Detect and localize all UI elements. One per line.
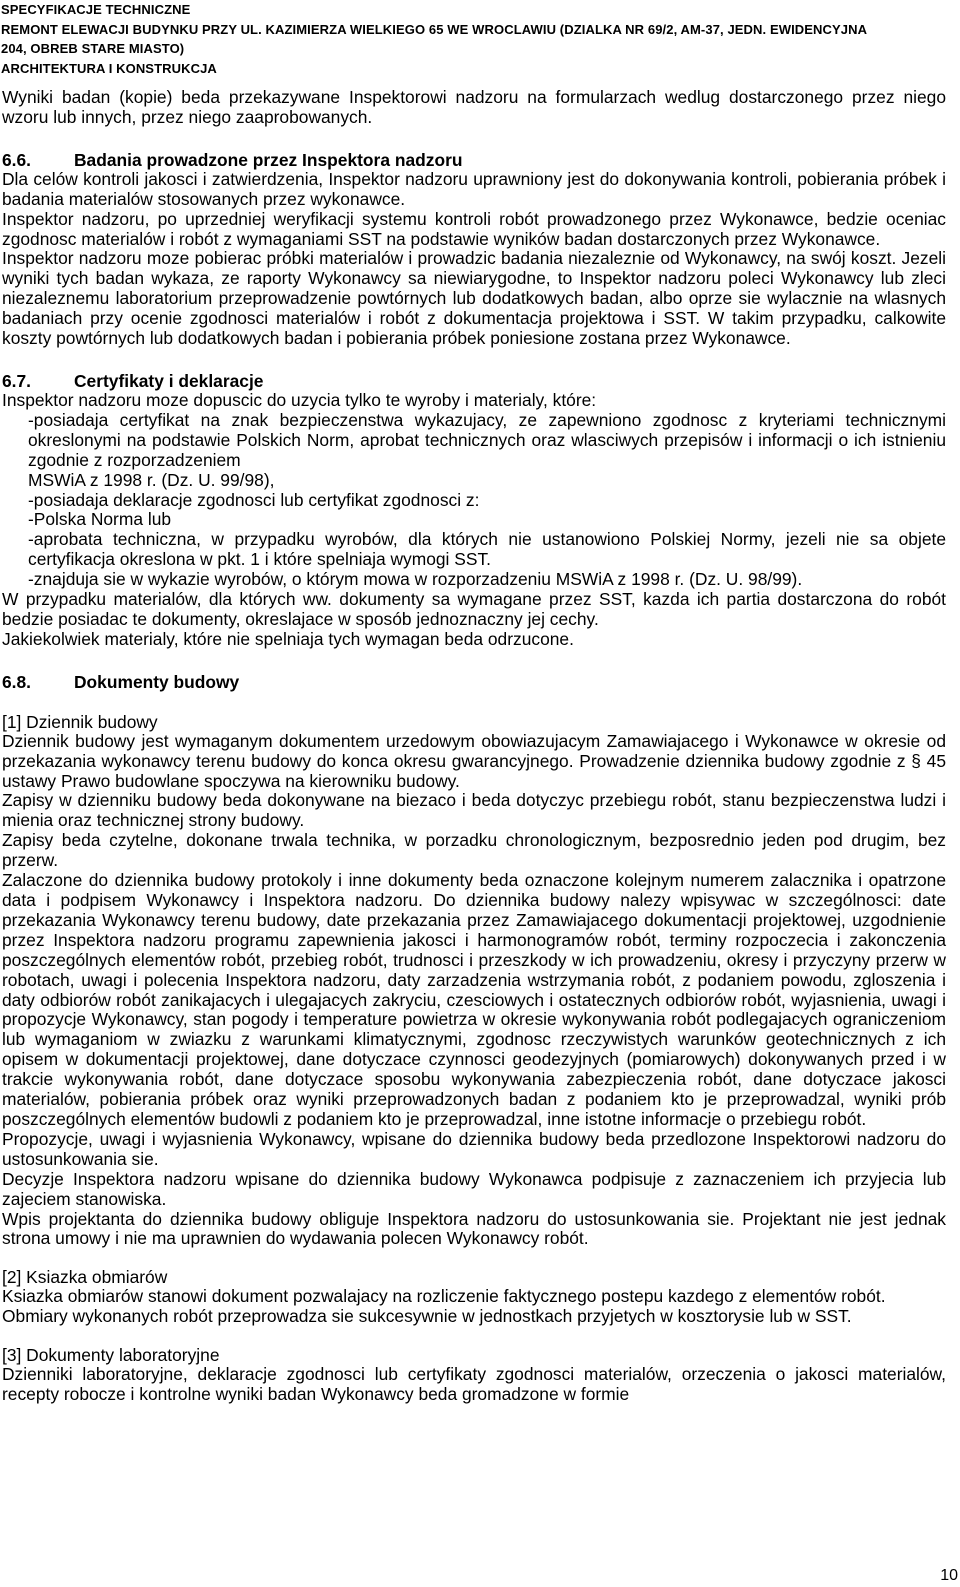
- paragraph: Ksiazka obmiarów stanowi dokument pozwalajacy na rozliczenie faktycznego postepu kazdego z elementów robót. Obmiary wykonanych robót przeprowadza sie sukcesywnie w jednostkach przyjetych w kosztorysie lub w SST.: [2, 1286, 886, 1327]
- subsection-title: [3] Dokumenty laboratoryjne: [2, 1345, 220, 1366]
- subsection-title: [2] Ksiazka obmiarów: [2, 1267, 168, 1288]
- header-project-location: 204, OBREB STARE MIASTO): [1, 41, 185, 56]
- page-number: 10: [940, 1567, 958, 1584]
- paragraph: Zalaczone do dziennika budowy protokoly i inne dokumenty beda oznaczone kolejnym numerem zalacznika i opatrzone data i podpisem Wykonawcy i Inspektora nadzoru. Do dziennika budowy nalezy wpisywac w szczególnosci: date przekazania Wykonawcy terenu budowy, date przekazania przez Zamawiajacego dokumentacji projektowej, uzgodnienie przez Inspektora nadzoru programu zapewnienia jakosci i harmonogramów robót, terminy rozpoczecia i zakonczenia poszczególnych elementów robót, przebieg robót, trudnosci i przeszkody w ich prowadzeniu, okresy i przyczyny przerw w robotach, uwagi i polecenia Inspektora nadzoru, daty zarzadzenia wstrzymania robót, z podaniem powodu, zgloszenia i daty odbiorów robót zanikajacych i ulegajacych zakryciu, czesciowych i ostatecznych odbiorów robót, wyjasnienia, uwagi i propozycje Wykonawcy, stan pogody i temperature powietrza w okresie wykonywania robót podlegajacych ograniczeniom lub wymaganiom w zwiazku z warunkami klimatycznymi, zgodnosc rzeczywistych warunków geotechnicznych z ich opisem w dokumentacji projektowej, dane dotyczace czynnosci geodezyjnych (pomiarowych) dokonywanych przed i w trakcie wykonywania robót, dane dotyczace sposobu wykonywania zabezpieczenia robót, dane dotyczace jakosci materialów, pobierania próbek oraz wyniki przeprowadzonych badan z podaniem kto je przeprowadzal, wyniki prób poszczególnych elementów budowli z podaniem kto je przeprowadzal, inne istotne informacje o przebiegu robót.: [2, 870, 946, 1129]
- section-heading: [2, 150, 946, 170]
- list-item: -znajduja sie w wykazie wyrobów, o którym mowa w rozporzadzeniu MSWiA z 1998 r. (Dz. U. 98/99).: [28, 569, 803, 590]
- header-doc-type: SPECYFIKACJE TECHNICZNE: [1, 2, 191, 17]
- document-body: [2, 88, 946, 1405]
- subsection-title: [1] Dziennik budowy: [2, 711, 158, 732]
- paragraph: Decyzje Inspektora nadzoru wpisane do dziennika budowy Wykonawca podpisuje z zaznaczeniem ich przyjecia lub zajeciem stanowiska.: [2, 1168, 946, 1209]
- paragraph: Propozycje, uwagi i wyjasnienia Wykonawcy, wpisane do dziennika budowy beda przedlozone Inspektorowi nadzoru do ustosunkowania sie.: [2, 1128, 946, 1169]
- paragraph: Wpis projektanta do dziennika budowy obliguje Inspektora nadzoru do ustosunkowania sie. Projektant nie jest jednak strona umowy i nie ma uprawnien do wydawania polecen Wykonawcy robót.: [2, 1208, 946, 1249]
- paragraph: Inspektor nadzoru moze pobierac próbki materialów i prowadzic badania niezaleznie od Wykonawcy, na swój koszt. Jezeli wyniki tych badan wykaza, ze raporty Wykonawcy sa niewiarygodne, to Inspektor nadzoru poleci Wykonawcy lub zleci niezaleznemu laboratorium przeprowadzenie powtórnych lub dodatkowych badan, albo oprze sie wylacznie na wlasnych badaniach przy ocenie zgodnosci materialów i robót z dokumentacja projektowa i SST. W takim przypadku, calkowite koszty powtórnych lub dodatkowych badan i pobierania próbek poniesione zostana przez Wykonawce.: [2, 248, 946, 349]
- document-header: [0, 0, 960, 78]
- header-project-title: REMONT ELEWACJI BUDYNKU PRZY UL. KAZIMIERZA WIELKIEGO 65 WE WROCLAWIU (DZIALKA NR 69/2, AM-37, JEDN. EWIDENCYJNA: [1, 21, 868, 37]
- paragraph: Inspektor nadzoru moze dopuscic do uzycia tylko te wyroby i materialy, które:: [2, 389, 597, 410]
- section-heading: [2, 672, 946, 692]
- list-item: MSWiA z 1998 r. (Dz. U. 99/98),: [28, 469, 275, 490]
- paragraph: Zapisy beda czytelne, dokonane trwala technika, w porzadku chronologicznym, bezposrednio jeden pod drugim, bez przerw.: [2, 830, 946, 871]
- section-title: Certyfikaty i deklaracje: [74, 370, 264, 391]
- section-title: Dokumenty budowy: [74, 671, 240, 692]
- section-number: 6.6.: [2, 149, 32, 170]
- paragraph: Dziennik budowy jest wymaganym dokumentem urzedowym obowiazujacym Zamawiajacego i Wykonawce w okresie od przekazania wykonawcy terenu budowy do konca okresu gwarancyjnego. Prowadzenie dziennika budowy zgodnie z § 45 ustawy Prawo budowlane spoczywa na kierowniku budowy.: [2, 730, 946, 791]
- section-number: 6.7.: [2, 370, 32, 391]
- section-title: Badania prowadzone przez Inspektora nadzoru: [74, 149, 463, 170]
- paragraph: Zapisy w dzienniku budowy beda dokonywane na biezaco i beda dotyczyc przebiegu robót, stanu bezpieczenstwa ludzi i mienia oraz technicznej strony budowy.: [2, 790, 946, 831]
- intro-paragraph: Wyniki badan (kopie) beda przekazywane Inspektorowi nadzoru na formularzach wedlug dostarczonego przez niego wzoru lub innych, przez niego zaaprobowanych.: [2, 87, 946, 127]
- paragraph: W przypadku materialów, dla których ww. dokumenty sa wymagane przez SST, kazda ich partia dostarczona do robót bedzie posiadac te dokumenty, okreslajace w sposób jednoznaczny jej cechy.: [2, 589, 946, 629]
- paragraph: Dla celów kontroli jakosci i zatwierdzenia, Inspektor nadzoru uprawniony jest do dokonywania kontroli, pobierania próbek i badania materialów stosowanych przez wykonawce.: [2, 168, 946, 209]
- section-number: 6.8.: [2, 671, 32, 692]
- list-item: -Polska Norma lub: [28, 509, 172, 530]
- paragraph: Dzienniki laboratoryjne, deklaracje zgodnosci lub certyfikaty zgodnosci materialów, orzeczenia o jakosci materialów, recepty robocze i kontrolne wyniki badan Wykonawcy beda gromadzone w formie: [2, 1364, 946, 1405]
- section-heading: [2, 371, 946, 391]
- header-discipline: ARCHITEKTURA I KONSTRUKCJA: [1, 60, 217, 76]
- paragraph: Inspektor nadzoru, po uprzedniej weryfikacji systemu kontroli robót prowadzonego przez Wykonawce, bedzie oceniac zgodnosc materialów i robót z wymaganiami SST na podstawie wyników badan dostarczonych przez Wykonawce.: [2, 208, 946, 249]
- paragraph: Jakiekolwiek materialy, które nie spelniaja tych wymagan beda odrzucone.: [2, 628, 574, 649]
- list-item: -posiadaja certyfikat na znak bezpieczenstwa wykazujacy, ze zapewniono zgodnosc z kryteriami technicznymi okreslonymi na podstawie Polskich Norm, aprobat technicznych oraz wlasciwych przepisów i informacji o ich istnieniu zgodnie z rozporzadzeniem: [28, 409, 946, 470]
- list-item: -aprobata techniczna, w przypadku wyrobów, dla których nie ustanowiono Polskiej Normy, jezeli nie sa objete certyfikacja okreslona w pkt. 1 i które spelniaja wymogi SST.: [28, 529, 946, 570]
- list-item: -posiadaja deklaracje zgodnosci lub certyfikat zgodnosci z:: [28, 489, 480, 510]
